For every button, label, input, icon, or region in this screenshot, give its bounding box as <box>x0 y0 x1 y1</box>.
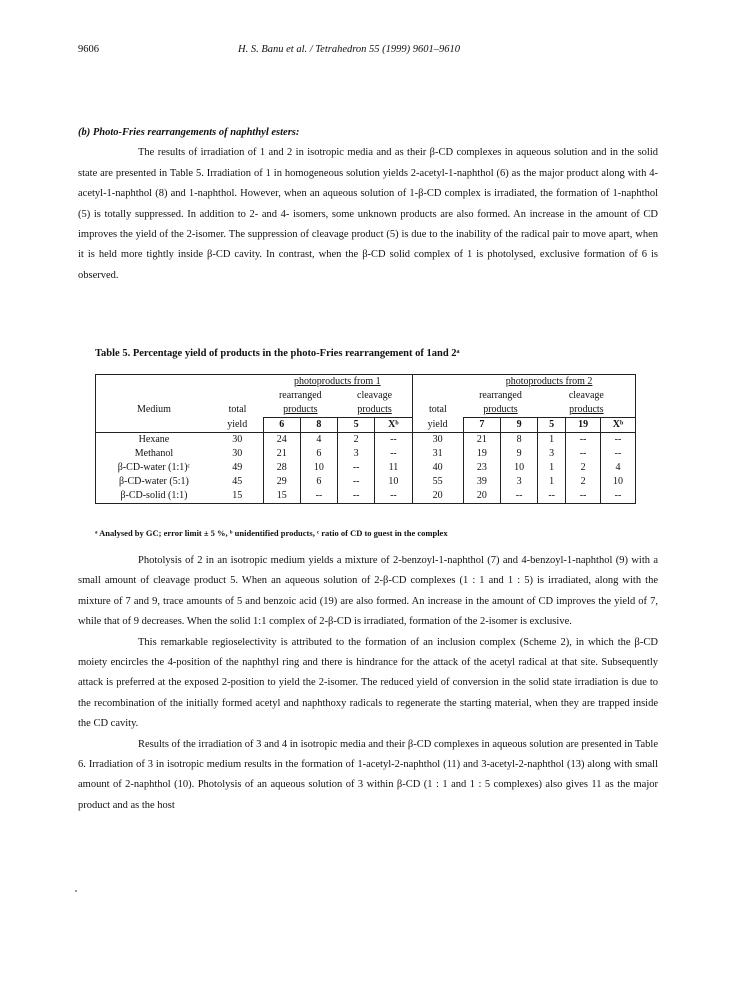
cell: -- <box>375 489 412 504</box>
cell: -- <box>375 433 412 448</box>
table-header-row-1 <box>96 375 636 390</box>
cell: 2 <box>338 433 375 448</box>
table-row <box>96 447 636 461</box>
products-label-1: products <box>283 404 318 415</box>
cell: 10 <box>375 475 412 489</box>
paragraph-1: The results of irradiation of 1 and 2 in isotropic media and as their β-CD complexes in aqueous solution and in the solid state are presented in Table 5. Irradiation of 1 in homogeneous solution yields 2-acetyl-1-naphthol (6) as the major product along with 4-acetyl-1-naphthol (8) and 1-naphthol. However, when an aqueous solution of 1-β-CD complex is irradiated, the formation of 1-naphthol (5) is totally suppressed. In addition to 2- and 4- isomers, some unknown products are also formed. An increase in the amount of CD improves the yield of the 2-isomer. The suppression of cleavage product (5) is due to the inability of the radical pair to move apart, when it is held more tightly inside β-CD cavity. In contrast, when the β-CD solid complex of 1 is photolysed, exclusive formation of 6 is observed. <box>78 147 658 281</box>
cell: 8 <box>500 433 537 448</box>
page-number: 9606 <box>78 44 99 55</box>
cell: 2 <box>566 475 601 489</box>
cleavage-label-2: cleavage <box>538 389 636 403</box>
cell: 1 <box>538 475 566 489</box>
group1-label: photoproducts from 1 <box>263 375 412 390</box>
cell: -- <box>338 489 375 504</box>
medium-header: Medium <box>96 403 212 418</box>
cell: 29 <box>263 475 300 489</box>
cell: 6 <box>300 447 337 461</box>
row-medium: β-CD-water (1:1)ᶜ <box>96 461 212 475</box>
cell: -- <box>601 433 636 448</box>
cell: -- <box>601 447 636 461</box>
cell: 30 <box>232 448 243 459</box>
total-header-1: total <box>228 404 247 416</box>
table-row <box>96 433 636 448</box>
section-block-2 <box>78 551 658 816</box>
cell: -- <box>566 489 601 504</box>
cell: 10 <box>601 475 636 489</box>
paragraph-4: Results of the irradiation of 3 and 4 in isotropic media and their β-CD complexes in aqueous solution are presented in Table 6. Irradiation of 3 in isotropic medium results in the formation of 1-acetyl-2-naphthol (11) and 3-acetyl-2-naphthol (13) along with small amount of 2-naphthol (10). Photolysis of an aqueous solution of 3 within β-CD (1 : 1 and 1 : 5 complexes) also gives 11 as the major product and as the host <box>78 738 658 811</box>
table-row <box>96 461 636 475</box>
cell: 10 <box>500 461 537 475</box>
cell: -- <box>375 447 412 461</box>
products-label-3: products <box>483 404 518 415</box>
col-7: 7 <box>463 418 500 433</box>
cell: 55 <box>432 476 443 487</box>
cell: 2 <box>566 461 601 475</box>
cell: 15 <box>263 489 300 504</box>
cell: 31 <box>432 448 443 459</box>
running-title: H. S. Banu et al. / Tetrahedron 55 (1999) 9601–9610 <box>238 44 461 55</box>
cell: 4 <box>601 461 636 475</box>
cell: 6 <box>300 475 337 489</box>
cell: -- <box>601 489 636 504</box>
page-dot <box>75 890 77 892</box>
cell: -- <box>566 433 601 448</box>
col-5a: 5 <box>338 418 375 433</box>
col-9: 9 <box>500 418 537 433</box>
col-x2: Xᵇ <box>601 418 636 433</box>
group2-label: photoproducts from 2 <box>463 375 635 390</box>
cell: 23 <box>463 461 500 475</box>
cell: 40 <box>432 462 443 473</box>
paragraph-3: This remarkable regioselectivity is attributed to the formation of an inclusion complex (Scheme 2), in which the β-CD moiety encircles the 4-position of the naphthyl ring and there is hindrance for the attack of the acetyl radical at that site. Subsequently attack is preferred at the exposed 2-position to yield the 2-isomer. The reduced yield of conversion in the solid state irradiation is due to the recombination of the initially formed acetyl and naphthoxy radicals to regenerate the starting material, when they are trapped inside the CD cavity. <box>78 636 658 730</box>
table-row <box>96 475 636 489</box>
cell: 10 <box>300 461 337 475</box>
yield-header-1: yield <box>212 418 263 433</box>
table-footnote: ᵃ Analysed by GC; error limit ± 5 %, ᵇ unidentified products, ᶜ ratio of CD to guest in the complex <box>95 528 448 538</box>
col-5b: 5 <box>538 418 566 433</box>
col-x1: Xᵇ <box>375 418 412 433</box>
cell: 39 <box>463 475 500 489</box>
table-header-row-4 <box>96 418 636 433</box>
table-header-row-2 <box>96 389 636 403</box>
table-caption: Table 5. Percentage yield of products in the photo-Fries rearrangement of 1and 2ᵃ <box>95 348 460 359</box>
cell: 15 <box>212 489 263 504</box>
cell: -- <box>500 489 537 504</box>
col-19: 19 <box>566 418 601 433</box>
paragraph-2: Photolysis of 2 in an isotropic medium yields a mixture of 2-benzoyl-1-naphthol (7) and 4-benzoyl-1-naphthol (9) with a small amount of cleavage product 5. When an aqueous solution of 2-β-CD complexes (1 : 1 and 1 : 5) is irradiated, along with the mixture of 7 and 9, trace amounts of 5 and benzoic acid (19) are also formed. An increase in the amount of CD improves the yield of 7, while that of 9 decreases. When the solid 1:1 complex of 2-β-CD is irradiated, formation of the 2-isomer is exclusive. <box>78 555 658 628</box>
cell: -- <box>338 461 375 475</box>
cleavage-label-1: cleavage <box>338 389 412 403</box>
results-table <box>95 374 636 504</box>
cell: 9 <box>500 447 537 461</box>
section-block-1 <box>78 123 658 286</box>
cell: -- <box>338 475 375 489</box>
cell: 28 <box>263 461 300 475</box>
row-medium: Hexane <box>96 433 212 448</box>
cell: 45 <box>232 476 243 487</box>
cell: 19 <box>463 447 500 461</box>
cell: 30 <box>232 434 243 445</box>
cell: 21 <box>263 447 300 461</box>
products-label-2: products <box>338 403 412 418</box>
cell: 1 <box>538 461 566 475</box>
cell: 3 <box>538 447 566 461</box>
col-8: 8 <box>300 418 337 433</box>
cell: 21 <box>463 433 500 448</box>
cell: 49 <box>232 462 243 473</box>
row-medium: Methanol <box>96 447 212 461</box>
cell: 11 <box>375 461 412 475</box>
row-medium: β-CD-solid (1:1) <box>96 489 212 504</box>
cell: 20 <box>463 489 500 504</box>
cell: 30 <box>432 434 443 445</box>
cell: -- <box>538 489 566 504</box>
section-heading: (b) Photo-Fries rearrangements of naphthyl esters: <box>78 127 300 138</box>
col-6: 6 <box>263 418 300 433</box>
rearranged-label-2: rearranged <box>479 390 522 401</box>
total-header-2: total <box>428 404 447 416</box>
cell: 3 <box>500 475 537 489</box>
cell: -- <box>300 489 337 504</box>
cell: 1 <box>538 433 566 448</box>
table-row <box>96 489 636 504</box>
products-label-4: products <box>538 403 636 418</box>
table-header-row-3 <box>96 403 636 418</box>
cell: 4 <box>300 433 337 448</box>
cell: 24 <box>263 433 300 448</box>
cell: 20 <box>412 489 463 504</box>
page-header <box>78 44 658 60</box>
rearranged-label-1: rearranged <box>278 390 322 401</box>
cell: 3 <box>338 447 375 461</box>
cell: -- <box>566 447 601 461</box>
yield-header-2: yield <box>412 418 463 433</box>
row-medium: β-CD-water (5:1) <box>96 475 212 489</box>
